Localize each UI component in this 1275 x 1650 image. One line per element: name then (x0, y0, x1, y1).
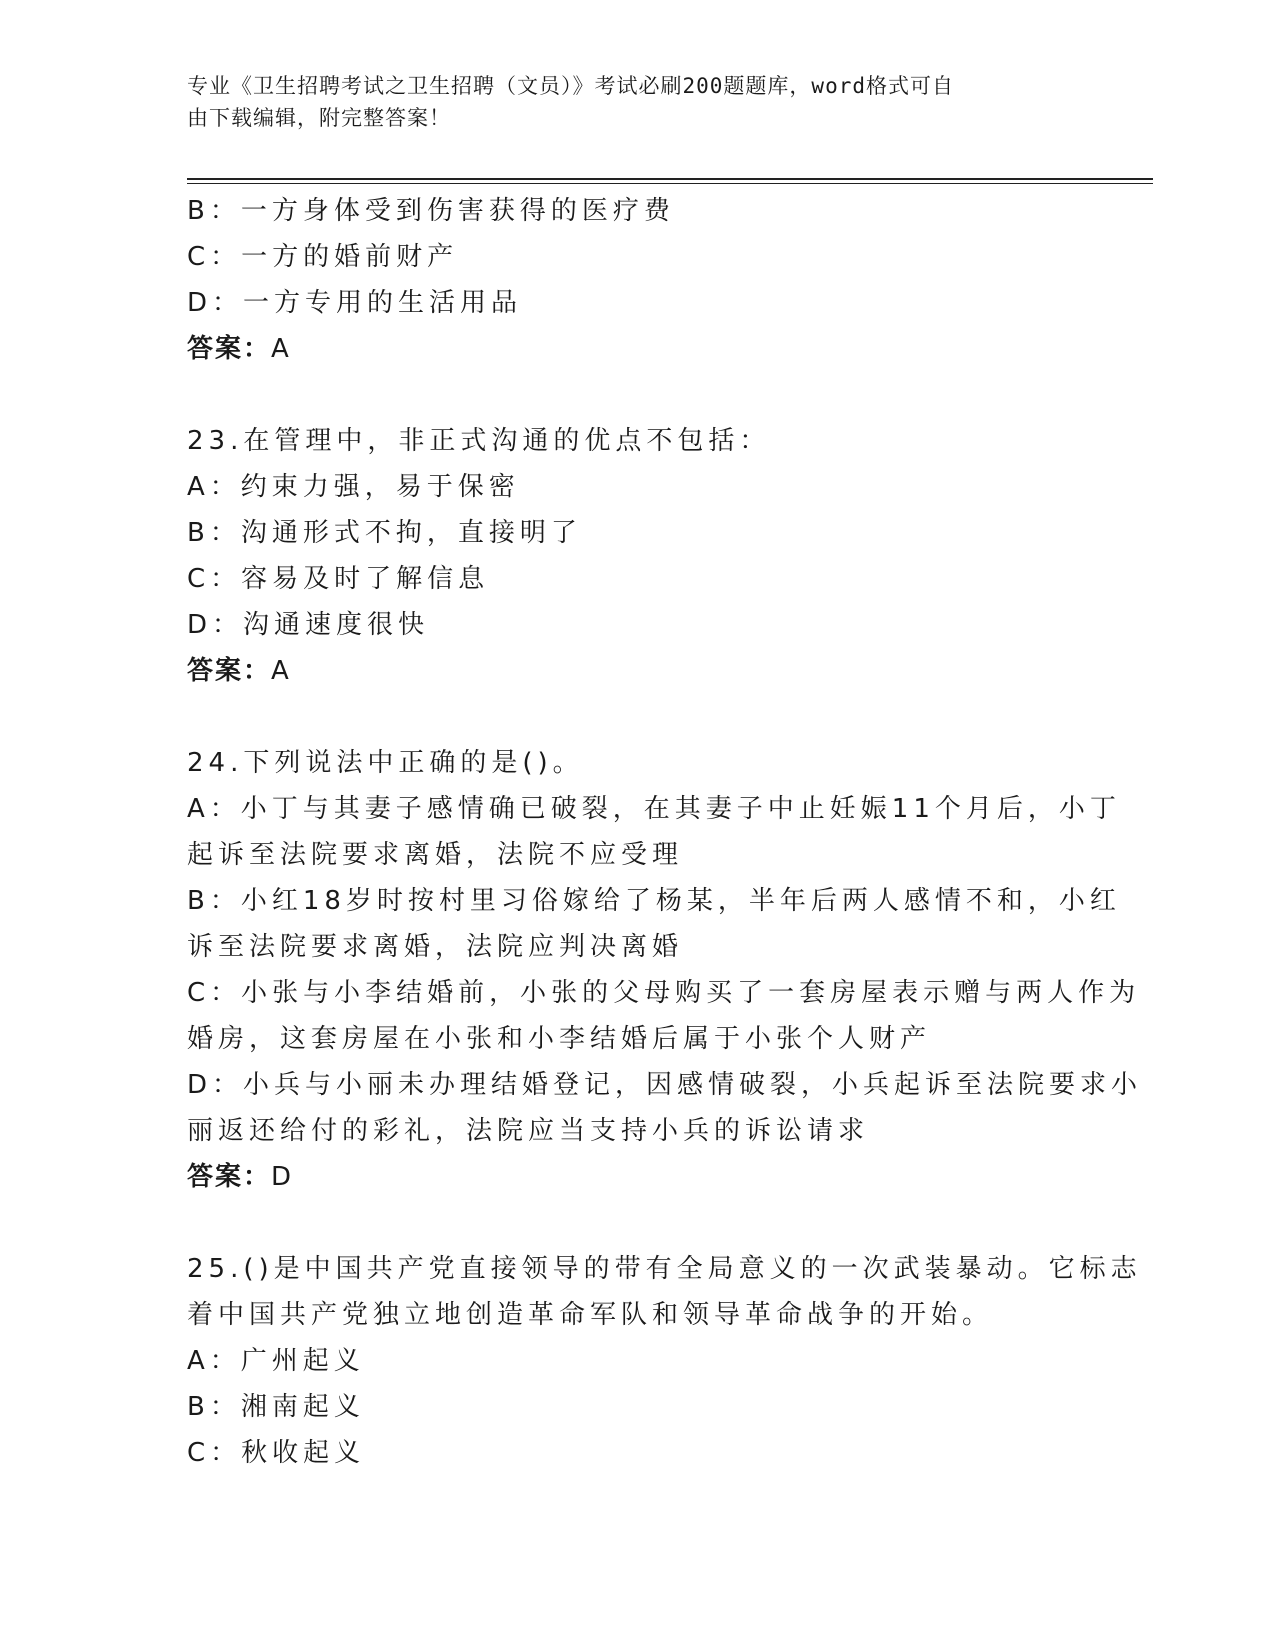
document-header (187, 70, 1067, 134)
answer-label: 答案： (187, 656, 272, 686)
header-line-2: 由下载编辑，附完整答案！ (187, 106, 451, 130)
option-b-line-2: 诉至法院要求离婚，法院应判决离婚 (187, 932, 684, 962)
question-stem: 24.下列说法中正确的是()。 (187, 748, 584, 778)
option-d-line-1: D：小兵与小丽未办理结婚登记，因感情破裂，小兵起诉至法院要求小 (187, 1070, 1143, 1100)
question-stem: 23.在管理中，非正式沟通的优点不包括： (187, 426, 771, 456)
option-c: C：一方的婚前财产 (187, 242, 459, 272)
question-stem-line-2: 着中国共产党独立地创造革命军队和领导革命战争的开始。 (187, 1300, 994, 1330)
option-d-line-2: 丽返还给付的彩礼，法院应当支持小兵的诉讼请求 (187, 1116, 870, 1146)
question-23 (187, 418, 1067, 694)
option-b: B：一方身体受到伤害获得的医疗费 (187, 196, 675, 226)
option-c: C：秋收起义 (187, 1438, 366, 1468)
option-c: C：容易及时了解信息 (187, 564, 490, 594)
option-b: B：湘南起义 (187, 1392, 365, 1422)
option-c-line-1: C：小张与小李结婚前，小张的父母购买了一套房屋表示赠与两人作为 (187, 978, 1141, 1008)
answer-value: A (271, 656, 291, 686)
option-b-line-1: B：小红18岁时按村里习俗嫁给了杨某，半年后两人感情不和，小红 (187, 886, 1121, 916)
question-24 (187, 740, 1143, 1200)
option-a-line-1: A：小丁与其妻子感情确已破裂，在其妻子中止妊娠11个月后，小丁 (187, 794, 1121, 824)
prev-question-block (187, 188, 1067, 372)
option-a-line-2: 起诉至法院要求离婚，法院不应受理 (187, 840, 684, 870)
spacer (187, 694, 1067, 740)
option-d: D：一方专用的生活用品 (187, 288, 523, 318)
answer-label: 答案： (187, 334, 272, 364)
answer-line (187, 1154, 1067, 1200)
question-25 (187, 1246, 1142, 1476)
header-line-1: 专业《卫生招聘考试之卫生招聘（文员）》考试必刷200题题库，word格式可自 (187, 74, 954, 98)
option-b: B：沟通形式不拘，直接明了 (187, 518, 582, 548)
header-rule-thin (187, 183, 1153, 184)
option-a: A：约束力强，易于保密 (187, 472, 520, 502)
option-c-line-2: 婚房，这套房屋在小张和小李结婚后属于小张个人财产 (187, 1024, 932, 1054)
answer-line (187, 326, 1067, 372)
option-a: A：广州起义 (187, 1346, 365, 1376)
header-rule-thick (187, 178, 1153, 180)
option-d: D：沟通速度很快 (187, 610, 430, 640)
question-content (187, 188, 1143, 1476)
answer-label: 答案： (187, 1162, 272, 1192)
answer-line (187, 648, 1067, 694)
answer-value: D (271, 1162, 294, 1192)
answer-value: A (271, 334, 291, 364)
spacer (187, 1200, 1067, 1246)
spacer (187, 372, 1067, 418)
question-stem-line-1: 25.()是中国共产党直接领导的带有全局意义的一次武装暴动。它标志 (187, 1254, 1142, 1284)
